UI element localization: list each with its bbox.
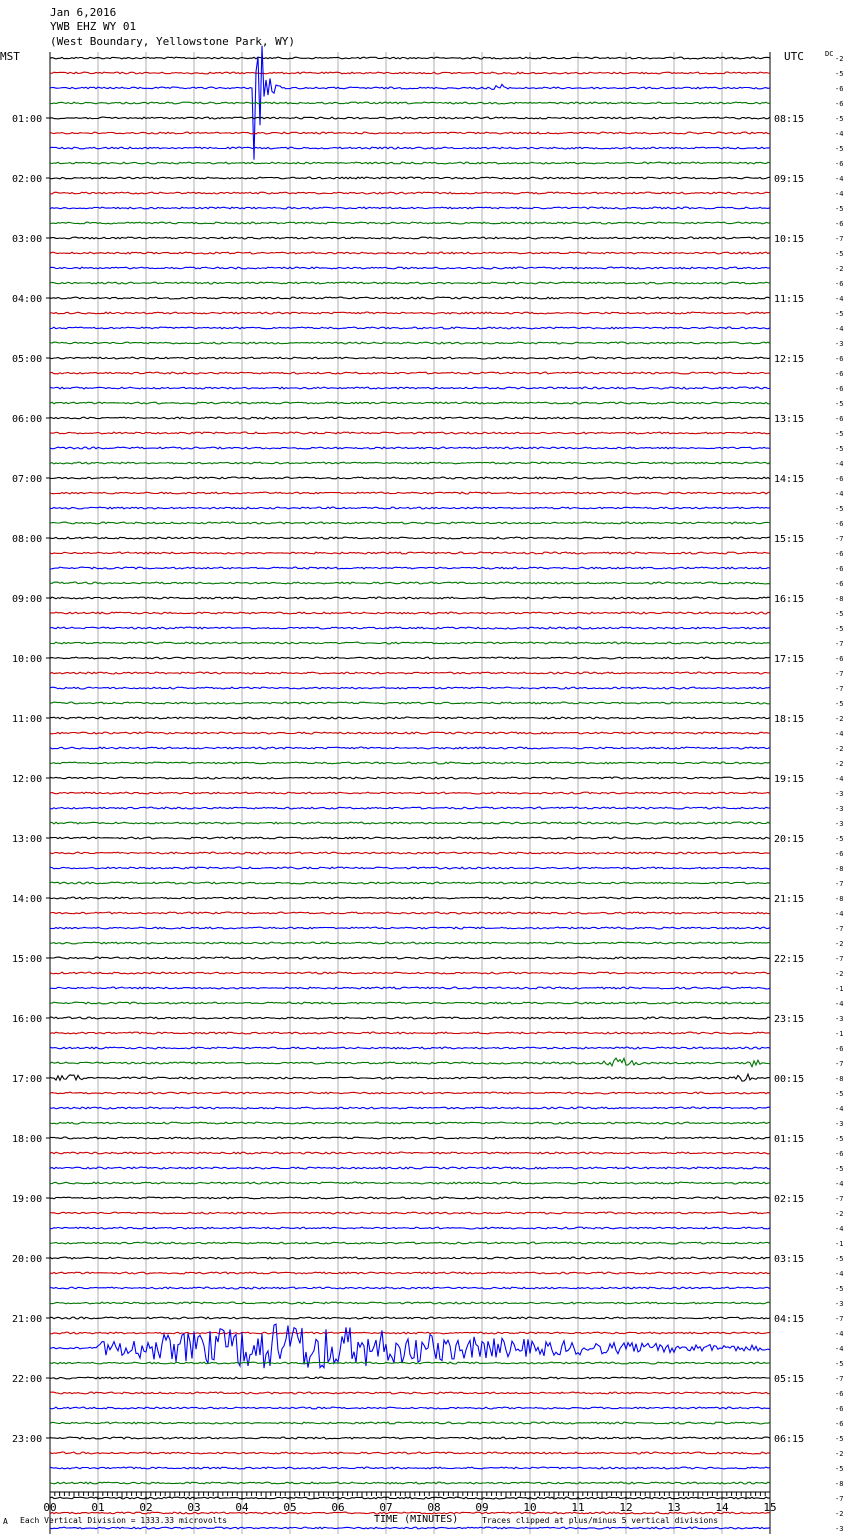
dc-offset-value: -5 — [835, 250, 844, 258]
dc-offset-value: -7 — [835, 670, 844, 678]
left-hour-label: 20:00 — [12, 1254, 43, 1265]
dc-offset-value: -5 — [835, 505, 844, 513]
left-hour-label: 23:00 — [12, 1434, 43, 1445]
footer-clip-note: Traces clipped at plus/minus 5 vertical divisions — [482, 1516, 719, 1525]
left-hour-label: 02:00 — [12, 174, 43, 185]
x-tick-label: 13 — [667, 1501, 681, 1514]
dc-offset-value: -5 — [835, 310, 844, 318]
x-tick-label: 01 — [91, 1501, 105, 1514]
dc-offset-value: -6 — [835, 1405, 844, 1413]
dc-offset-value: -5 — [835, 1090, 844, 1098]
right-hour-label: 18:15 — [774, 714, 805, 725]
dc-offset-value: -5 — [835, 1465, 844, 1473]
dc-offset-value: -6 — [835, 520, 844, 528]
dc-offset-value: -7 — [835, 1375, 844, 1383]
dc-offset-value: -4 — [835, 775, 844, 783]
x-tick-label: 07 — [379, 1501, 393, 1514]
dc-offset-value: -5 — [835, 700, 844, 708]
dc-offset-value: -5 — [835, 145, 844, 153]
left-hour-label: 03:00 — [12, 234, 43, 245]
dc-offset-value: -3 — [835, 820, 844, 828]
dc-offset-value: -4 — [835, 1000, 844, 1008]
x-tick-label: 03 — [187, 1501, 201, 1514]
dc-offset-value: -2 — [835, 55, 844, 63]
dc-offset-value: -4 — [835, 730, 844, 738]
dc-offset-value: -3 — [835, 340, 844, 348]
dc-offset-value: -5 — [835, 1435, 844, 1443]
right-hour-label: 12:15 — [774, 354, 805, 365]
left-hour-label: 14:00 — [12, 894, 43, 905]
dc-offset-value: -2 — [835, 940, 844, 948]
dc-offset-value: -5 — [835, 205, 844, 213]
dc-offset-value: -2 — [835, 1210, 844, 1218]
right-timezone-label: UTC — [784, 50, 804, 63]
dc-offset-value: -6 — [835, 100, 844, 108]
left-hour-label: 19:00 — [12, 1194, 43, 1205]
left-hour-label: 21:00 — [12, 1314, 43, 1325]
dc-offset-value: -4 — [835, 295, 844, 303]
dc-offset-value: -2 — [835, 760, 844, 768]
dc-label: DC — [825, 50, 834, 58]
left-hour-label: 01:00 — [12, 114, 43, 125]
x-tick-label: 15 — [763, 1501, 777, 1514]
dc-offset-value: -4 — [835, 1180, 844, 1188]
dc-offset-value: -2 — [835, 1450, 844, 1458]
x-tick-label: 10 — [523, 1501, 537, 1514]
dc-offset-value: -7 — [835, 1060, 844, 1068]
dc-offset-value: -5 — [835, 610, 844, 618]
right-hour-label: 20:15 — [774, 834, 805, 845]
dc-offset-value: -7 — [835, 925, 844, 933]
dc-offset-value: -8 — [835, 1480, 844, 1488]
header-station: YWB EHZ WY 01 — [50, 20, 137, 33]
dc-offset-value: -7 — [835, 1315, 844, 1323]
left-hour-label: 17:00 — [12, 1074, 43, 1085]
dc-offset-value: -4 — [835, 175, 844, 183]
dc-offset-value: -5 — [835, 835, 844, 843]
dc-offset-value: -2 — [835, 745, 844, 753]
x-tick-label: 05 — [283, 1501, 297, 1514]
dc-offset-value: -7 — [835, 880, 844, 888]
dc-offset-value: -6 — [835, 370, 844, 378]
dc-offset-value: -3 — [835, 1120, 844, 1128]
dc-offset-value: -5 — [835, 1255, 844, 1263]
header-location: (West Boundary, Yellowstone Park, WY) — [50, 35, 296, 48]
x-tick-label: 12 — [619, 1501, 633, 1514]
left-hour-label: 22:00 — [12, 1374, 43, 1385]
right-hour-label: 11:15 — [774, 294, 805, 305]
dc-offset-value: -7 — [835, 1195, 844, 1203]
dc-offset-value: -4 — [835, 1105, 844, 1113]
right-hour-label: 19:15 — [774, 774, 805, 785]
dc-offset-value: -6 — [835, 280, 844, 288]
dc-offset-value: -5 — [835, 1360, 844, 1368]
dc-offset-value: -2 — [835, 265, 844, 273]
dc-offset-value: -6 — [835, 580, 844, 588]
right-hour-label: 22:15 — [774, 954, 805, 965]
right-hour-label: 03:15 — [774, 1254, 805, 1265]
left-hour-label: 05:00 — [12, 354, 43, 365]
dc-offset-value: -4 — [835, 130, 844, 138]
left-hour-label: 06:00 — [12, 414, 43, 425]
dc-offset-value: -5 — [835, 625, 844, 633]
right-hour-label: 10:15 — [774, 234, 805, 245]
right-hour-label: 04:15 — [774, 1314, 805, 1325]
dc-offset-value: -6 — [835, 85, 844, 93]
dc-offset-value: -4 — [835, 1225, 844, 1233]
x-axis-title: TIME (MINUTES) — [374, 1514, 459, 1525]
dc-offset-value: -6 — [835, 385, 844, 393]
dc-offset-value: -5 — [835, 430, 844, 438]
dc-offset-value: -8 — [835, 1075, 844, 1083]
dc-offset-value: -6 — [835, 1420, 844, 1428]
dc-offset-value: -3 — [835, 790, 844, 798]
left-hour-label: 09:00 — [12, 594, 43, 605]
dc-offset-value: -6 — [835, 415, 844, 423]
x-tick-label: 04 — [235, 1501, 249, 1514]
dc-offset-value: -5 — [835, 1165, 844, 1173]
dc-offset-value: -4 — [835, 190, 844, 198]
dc-offset-value: -7 — [835, 235, 844, 243]
dc-offset-value: -6 — [835, 550, 844, 558]
right-hour-label: 21:15 — [774, 894, 805, 905]
footer-mark: A — [3, 1517, 8, 1526]
footer-scale-note: Each Vertical Division = 1333.33 microvolts — [20, 1516, 228, 1525]
dc-offset-value: -3 — [835, 1525, 844, 1533]
dc-offset-value: -4 — [835, 910, 844, 918]
right-hour-label: 16:15 — [774, 594, 805, 605]
right-hour-label: 15:15 — [774, 534, 805, 545]
dc-offset-value: -6 — [835, 850, 844, 858]
left-hour-label: 18:00 — [12, 1134, 43, 1145]
left-hour-label: 13:00 — [12, 834, 43, 845]
dc-offset-value: -1 — [835, 1240, 844, 1248]
dc-offset-value: -6 — [835, 1045, 844, 1053]
left-hour-label: 10:00 — [12, 654, 43, 665]
dc-offset-value: -5 — [835, 1285, 844, 1293]
dc-offset-value: -5 — [835, 1135, 844, 1143]
dc-offset-value: -3 — [835, 1015, 844, 1023]
x-tick-label: 08 — [427, 1501, 441, 1514]
left-hour-label: 15:00 — [12, 954, 43, 965]
header-date: Jan 6,2016 — [50, 6, 117, 19]
dc-offset-value: -4 — [835, 1345, 844, 1353]
dc-offset-value: -2 — [835, 1510, 844, 1518]
dc-offset-value: -6 — [835, 355, 844, 363]
dc-offset-value: -4 — [835, 460, 844, 468]
x-tick-label: 14 — [715, 1501, 729, 1514]
dc-offset-value: -5 — [835, 445, 844, 453]
dc-offset-value: -3 — [835, 1300, 844, 1308]
left-hour-label: 12:00 — [12, 774, 43, 785]
dc-offset-value: -8 — [835, 595, 844, 603]
left-hour-label: 11:00 — [12, 714, 43, 725]
dc-offset-value: -6 — [835, 655, 844, 663]
dc-offset-value: -5 — [835, 70, 844, 78]
dc-offset-value: -6 — [835, 220, 844, 228]
x-tick-label: 11 — [571, 1501, 585, 1514]
left-timezone-label: MST — [0, 50, 20, 63]
dc-offset-value: -4 — [835, 325, 844, 333]
dc-offset-value: -6 — [835, 1390, 844, 1398]
right-hour-label: 06:15 — [774, 1434, 805, 1445]
dc-offset-value: -6 — [835, 1150, 844, 1158]
left-hour-label: 16:00 — [12, 1014, 43, 1025]
dc-offset-value: -2 — [835, 970, 844, 978]
right-hour-label: 08:15 — [774, 114, 805, 125]
dc-offset-value: -5 — [835, 115, 844, 123]
dc-offset-value: -6 — [835, 160, 844, 168]
right-hour-label: 17:15 — [774, 654, 805, 665]
left-hour-label: 08:00 — [12, 534, 43, 545]
x-tick-label: 06 — [331, 1501, 345, 1514]
right-hour-label: 02:15 — [774, 1194, 805, 1205]
dc-offset-value: -4 — [835, 1330, 844, 1338]
right-hour-label: 23:15 — [774, 1014, 805, 1025]
x-tick-label: 02 — [139, 1501, 153, 1514]
left-hour-label: 07:00 — [12, 474, 43, 485]
dc-offset-value: -3 — [835, 805, 844, 813]
dc-offset-value: -7 — [835, 640, 844, 648]
right-hour-label: 14:15 — [774, 474, 805, 485]
dc-offset-value: -5 — [835, 400, 844, 408]
right-hour-label: 13:15 — [774, 414, 805, 425]
right-hour-label: 09:15 — [774, 174, 805, 185]
dc-offset-value: -4 — [835, 1270, 844, 1278]
right-hour-label: 01:15 — [774, 1134, 805, 1145]
dc-offset-value: -1 — [835, 1030, 844, 1038]
dc-offset-value: -2 — [835, 715, 844, 723]
dc-offset-value: -7 — [835, 535, 844, 543]
right-hour-label: 05:15 — [774, 1374, 805, 1385]
left-hour-label: 04:00 — [12, 294, 43, 305]
dc-offset-value: -4 — [835, 490, 844, 498]
right-hour-label: 00:15 — [774, 1074, 805, 1085]
dc-offset-value: -7 — [835, 685, 844, 693]
dc-offset-value: -6 — [835, 565, 844, 573]
dc-offset-value: -7 — [835, 955, 844, 963]
dc-offset-value: -1 — [835, 985, 844, 993]
dc-offset-value: -8 — [835, 865, 844, 873]
dc-offset-value: -6 — [835, 475, 844, 483]
dc-offset-value: -8 — [835, 895, 844, 903]
dc-offset-value: -7 — [835, 1495, 844, 1503]
x-tick-label: 00 — [43, 1501, 57, 1514]
x-tick-label: 09 — [475, 1501, 489, 1514]
